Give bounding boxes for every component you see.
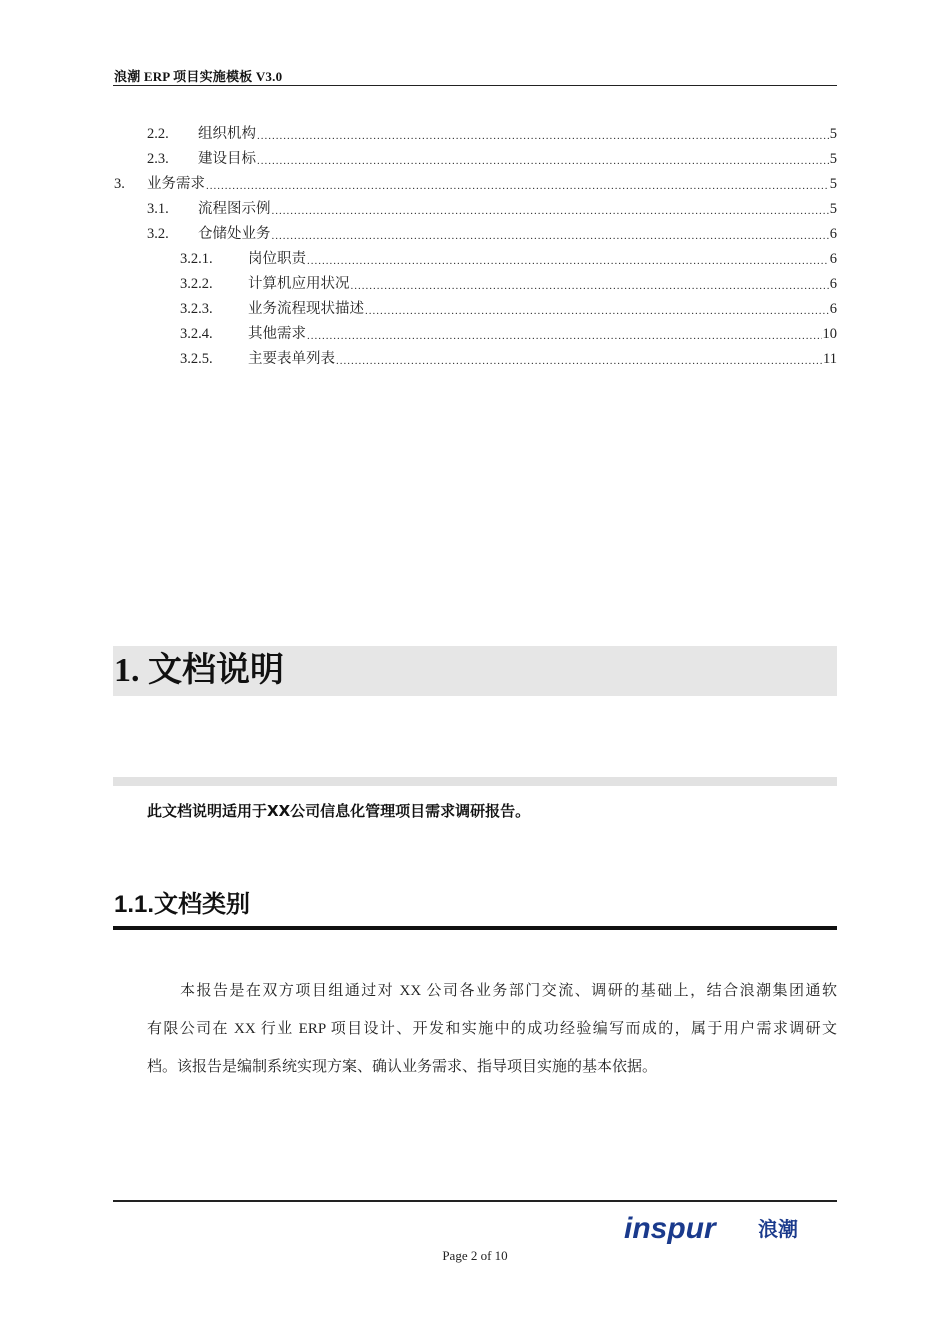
toc-number: 3.2.1. bbox=[180, 251, 213, 267]
toc-number: 3. bbox=[114, 176, 125, 192]
toc-page: 6 bbox=[829, 226, 837, 242]
toc-entry[interactable] bbox=[147, 149, 837, 169]
footer-rule bbox=[113, 1200, 837, 1202]
toc-entry[interactable] bbox=[180, 349, 837, 369]
header-title: 浪潮 ERP 项目实施模板 V3.0 bbox=[114, 69, 283, 84]
toc-leader bbox=[272, 228, 829, 244]
toc-number: 3.2. bbox=[147, 226, 169, 242]
paragraph-line: 有限公司在 XX 行业 ERP 项目设计、开发和实施中的成功经验编写而成的，属于用户需求调研文 bbox=[147, 1021, 837, 1037]
toc-entry[interactable] bbox=[147, 224, 837, 244]
section-1-heading: 1. 文档说明 bbox=[114, 652, 284, 689]
toc-entry[interactable] bbox=[180, 249, 837, 269]
paragraph-line: 档。该报告是编制系统实现方案、确认业务需求、指导项目实施的基本依据。 bbox=[147, 1059, 658, 1075]
toc-entry[interactable] bbox=[180, 299, 837, 319]
toc-entry[interactable] bbox=[147, 124, 837, 144]
toc-leader bbox=[307, 253, 829, 269]
toc-page: 6 bbox=[829, 276, 837, 292]
toc-title: 岗位职责 bbox=[248, 251, 306, 267]
toc-entry[interactable] bbox=[147, 199, 837, 219]
logo-latin-text: inspur bbox=[624, 1212, 716, 1245]
toc-leader bbox=[365, 303, 829, 319]
toc-leader bbox=[307, 328, 822, 344]
toc-page: 5 bbox=[829, 201, 837, 217]
logo-chinese-text: 浪潮 bbox=[758, 1217, 798, 1241]
toc-number: 3.2.5. bbox=[180, 351, 213, 367]
toc-leader bbox=[351, 278, 829, 294]
toc-page: 6 bbox=[829, 301, 837, 317]
section-1-1-heading: 1.1.文档类别 bbox=[114, 891, 251, 918]
toc-entry[interactable] bbox=[180, 274, 837, 294]
toc-leader bbox=[272, 203, 829, 219]
section-divider-band bbox=[113, 777, 837, 786]
toc-leader bbox=[206, 178, 829, 194]
toc-title: 仓储处业务 bbox=[198, 226, 271, 242]
toc-number: 3.2.3. bbox=[180, 301, 213, 317]
toc-page: 5 bbox=[829, 151, 837, 167]
toc-number: 2.2. bbox=[147, 126, 169, 142]
toc-entry[interactable] bbox=[114, 174, 837, 194]
toc-number: 3.1. bbox=[147, 201, 169, 217]
toc-page: 6 bbox=[829, 251, 837, 267]
document-note: 此文档说明适用于XX公司信息化管理项目需求调研报告。 bbox=[147, 802, 531, 820]
toc-number: 2.3. bbox=[147, 151, 169, 167]
toc-page: 10 bbox=[822, 326, 837, 342]
body-paragraph bbox=[147, 972, 837, 1086]
paragraph-line: 本报告是在双方项目组通过对 XX 公司各业务部门交流、调研的基础上，结合浪潮集团通软 bbox=[180, 983, 837, 999]
toc-leader bbox=[257, 153, 829, 169]
toc-page: 5 bbox=[829, 176, 837, 192]
toc-number: 3.2.4. bbox=[180, 326, 213, 342]
toc-title: 计算机应用状况 bbox=[248, 276, 350, 292]
toc-page: 5 bbox=[829, 126, 837, 142]
toc-entry[interactable] bbox=[180, 324, 837, 344]
toc-title: 流程图示例 bbox=[198, 201, 271, 217]
toc-page: 11 bbox=[823, 351, 837, 367]
inspur-logo bbox=[622, 1210, 822, 1246]
heading-2-rule bbox=[113, 926, 837, 930]
toc-number: 3.2.2. bbox=[180, 276, 213, 292]
page-number: Page 2 of 10 bbox=[442, 1248, 508, 1263]
toc-title: 其他需求 bbox=[248, 326, 306, 342]
toc-title: 业务需求 bbox=[147, 176, 205, 192]
toc-title: 建设目标 bbox=[198, 151, 256, 167]
toc-title: 主要表单列表 bbox=[248, 351, 335, 367]
toc-leader bbox=[257, 128, 829, 144]
toc-leader bbox=[336, 353, 822, 369]
header-rule bbox=[113, 85, 837, 86]
toc-title: 组织机构 bbox=[198, 126, 256, 142]
toc-title: 业务流程现状描述 bbox=[248, 301, 364, 317]
